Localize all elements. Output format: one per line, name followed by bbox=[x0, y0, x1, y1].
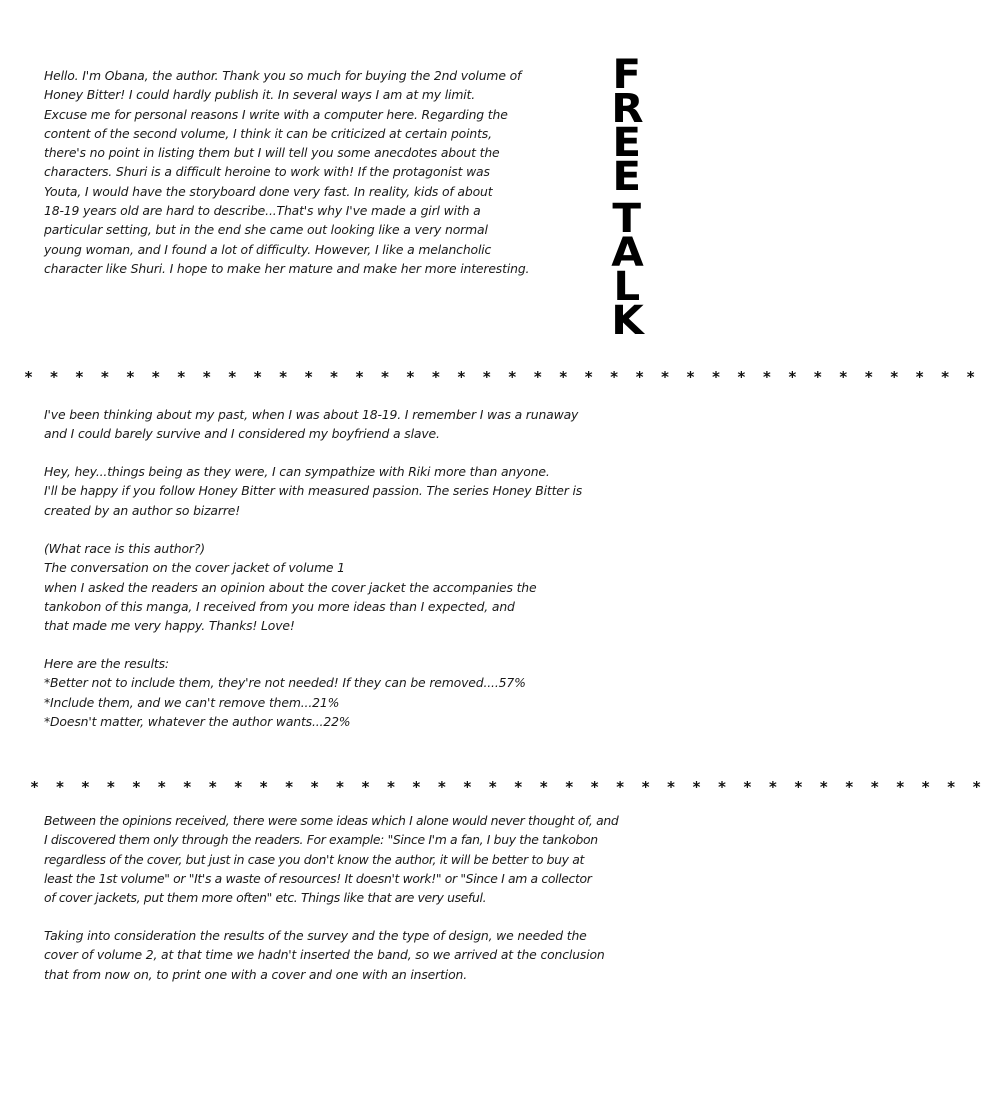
survey-results: Here are the results: *Better not to include them, they're not needed! If they can be removed....57% *Include them, and we can't remove them...21% *Doesn't matter, whatever the author wants...22% bbox=[44, 656, 526, 729]
title-letter: F bbox=[612, 52, 642, 98]
cover-jacket-paragraph: (What race is this author?) The conversation on the cover jacket of volume 1 when I asked the readers an opinion about the cover jacket the accompanies the tankobon of this manga, I received from you more ideas than I expected, and that made me very happy. Thanks! Love! bbox=[44, 541, 537, 634]
title-letter: E bbox=[612, 120, 642, 166]
sympathy-paragraph: Hey, hey...things being as they were, I can sympathize with Riki more than anyone. I'll be happy if you follow Honey Bitter with measured passion. The series Honey Bitter is created by an author so bizarre! bbox=[44, 464, 583, 518]
free-talk-title bbox=[602, 52, 652, 344]
title-letter: L bbox=[613, 264, 641, 310]
title-letter: K bbox=[610, 298, 644, 344]
intro-paragraph: Hello. I'm Obana, the author. Thank you so much for buying the 2nd volume of Honey Bitter! I could hardly publish it. In several ways I am at my limit. Excuse me for personal reasons I write with a computer here. Regarding the content of the second volume, I think it can be criticized at certain points, there's no point in listing them but I will tell you some anecdotes about the characters. Shuri is a difficult heroine to work with! If the protagonist was Youta, I would have the storyboard done very fast. In reality, kids of about 18-19 years old are hard to describe...That's why I've made a girl with a particular setting, but in the end she came out looking like a very normal young woman, and I found a lot of difficulty. However, I like a melancholic character like Shuri. I hope to make her mature and make her more interesting. bbox=[44, 68, 530, 276]
star-separator: * * * * * * * * * * * * * * * * * * * * * * * * * * * * * * * * * * * * * * bbox=[30, 778, 985, 796]
title-word-talk bbox=[610, 196, 644, 344]
title-letter: E bbox=[612, 154, 642, 200]
title-letter: T bbox=[612, 196, 642, 242]
title-letter: A bbox=[610, 230, 644, 276]
title-letter: R bbox=[610, 86, 644, 132]
conclusion-paragraph: Taking into consideration the results of the survey and the type of design, we needed the cover of volume 2, at that time we hadn't inserted the band, so we arrived at the conclusion that from now on, to print one with a cover and one with an insertion. bbox=[44, 928, 605, 982]
star-separator: * * * * * * * * * * * * * * * * * * * * * * * * * * * * * * * * * * * * * * bbox=[24, 368, 979, 386]
past-paragraph: I've been thinking about my past, when I was about 18-19. I remember I was a runaway and I could barely survive and I considered my boyfriend a slave. bbox=[44, 407, 579, 442]
title-word-free bbox=[610, 52, 644, 200]
opinions-paragraph: Between the opinions received, there were some ideas which I alone would never thought of, and I discovered them only through the readers. For example: "Since I'm a fan, I buy the tankobon regardless of the cover, but just in case you don't know the author, it will be better to buy at least the 1st volume" or "It's a waste of resources! It doesn't work!" or "Since I am a collector of cover jackets, put them more often" etc. Things like that are very useful. bbox=[44, 813, 619, 906]
